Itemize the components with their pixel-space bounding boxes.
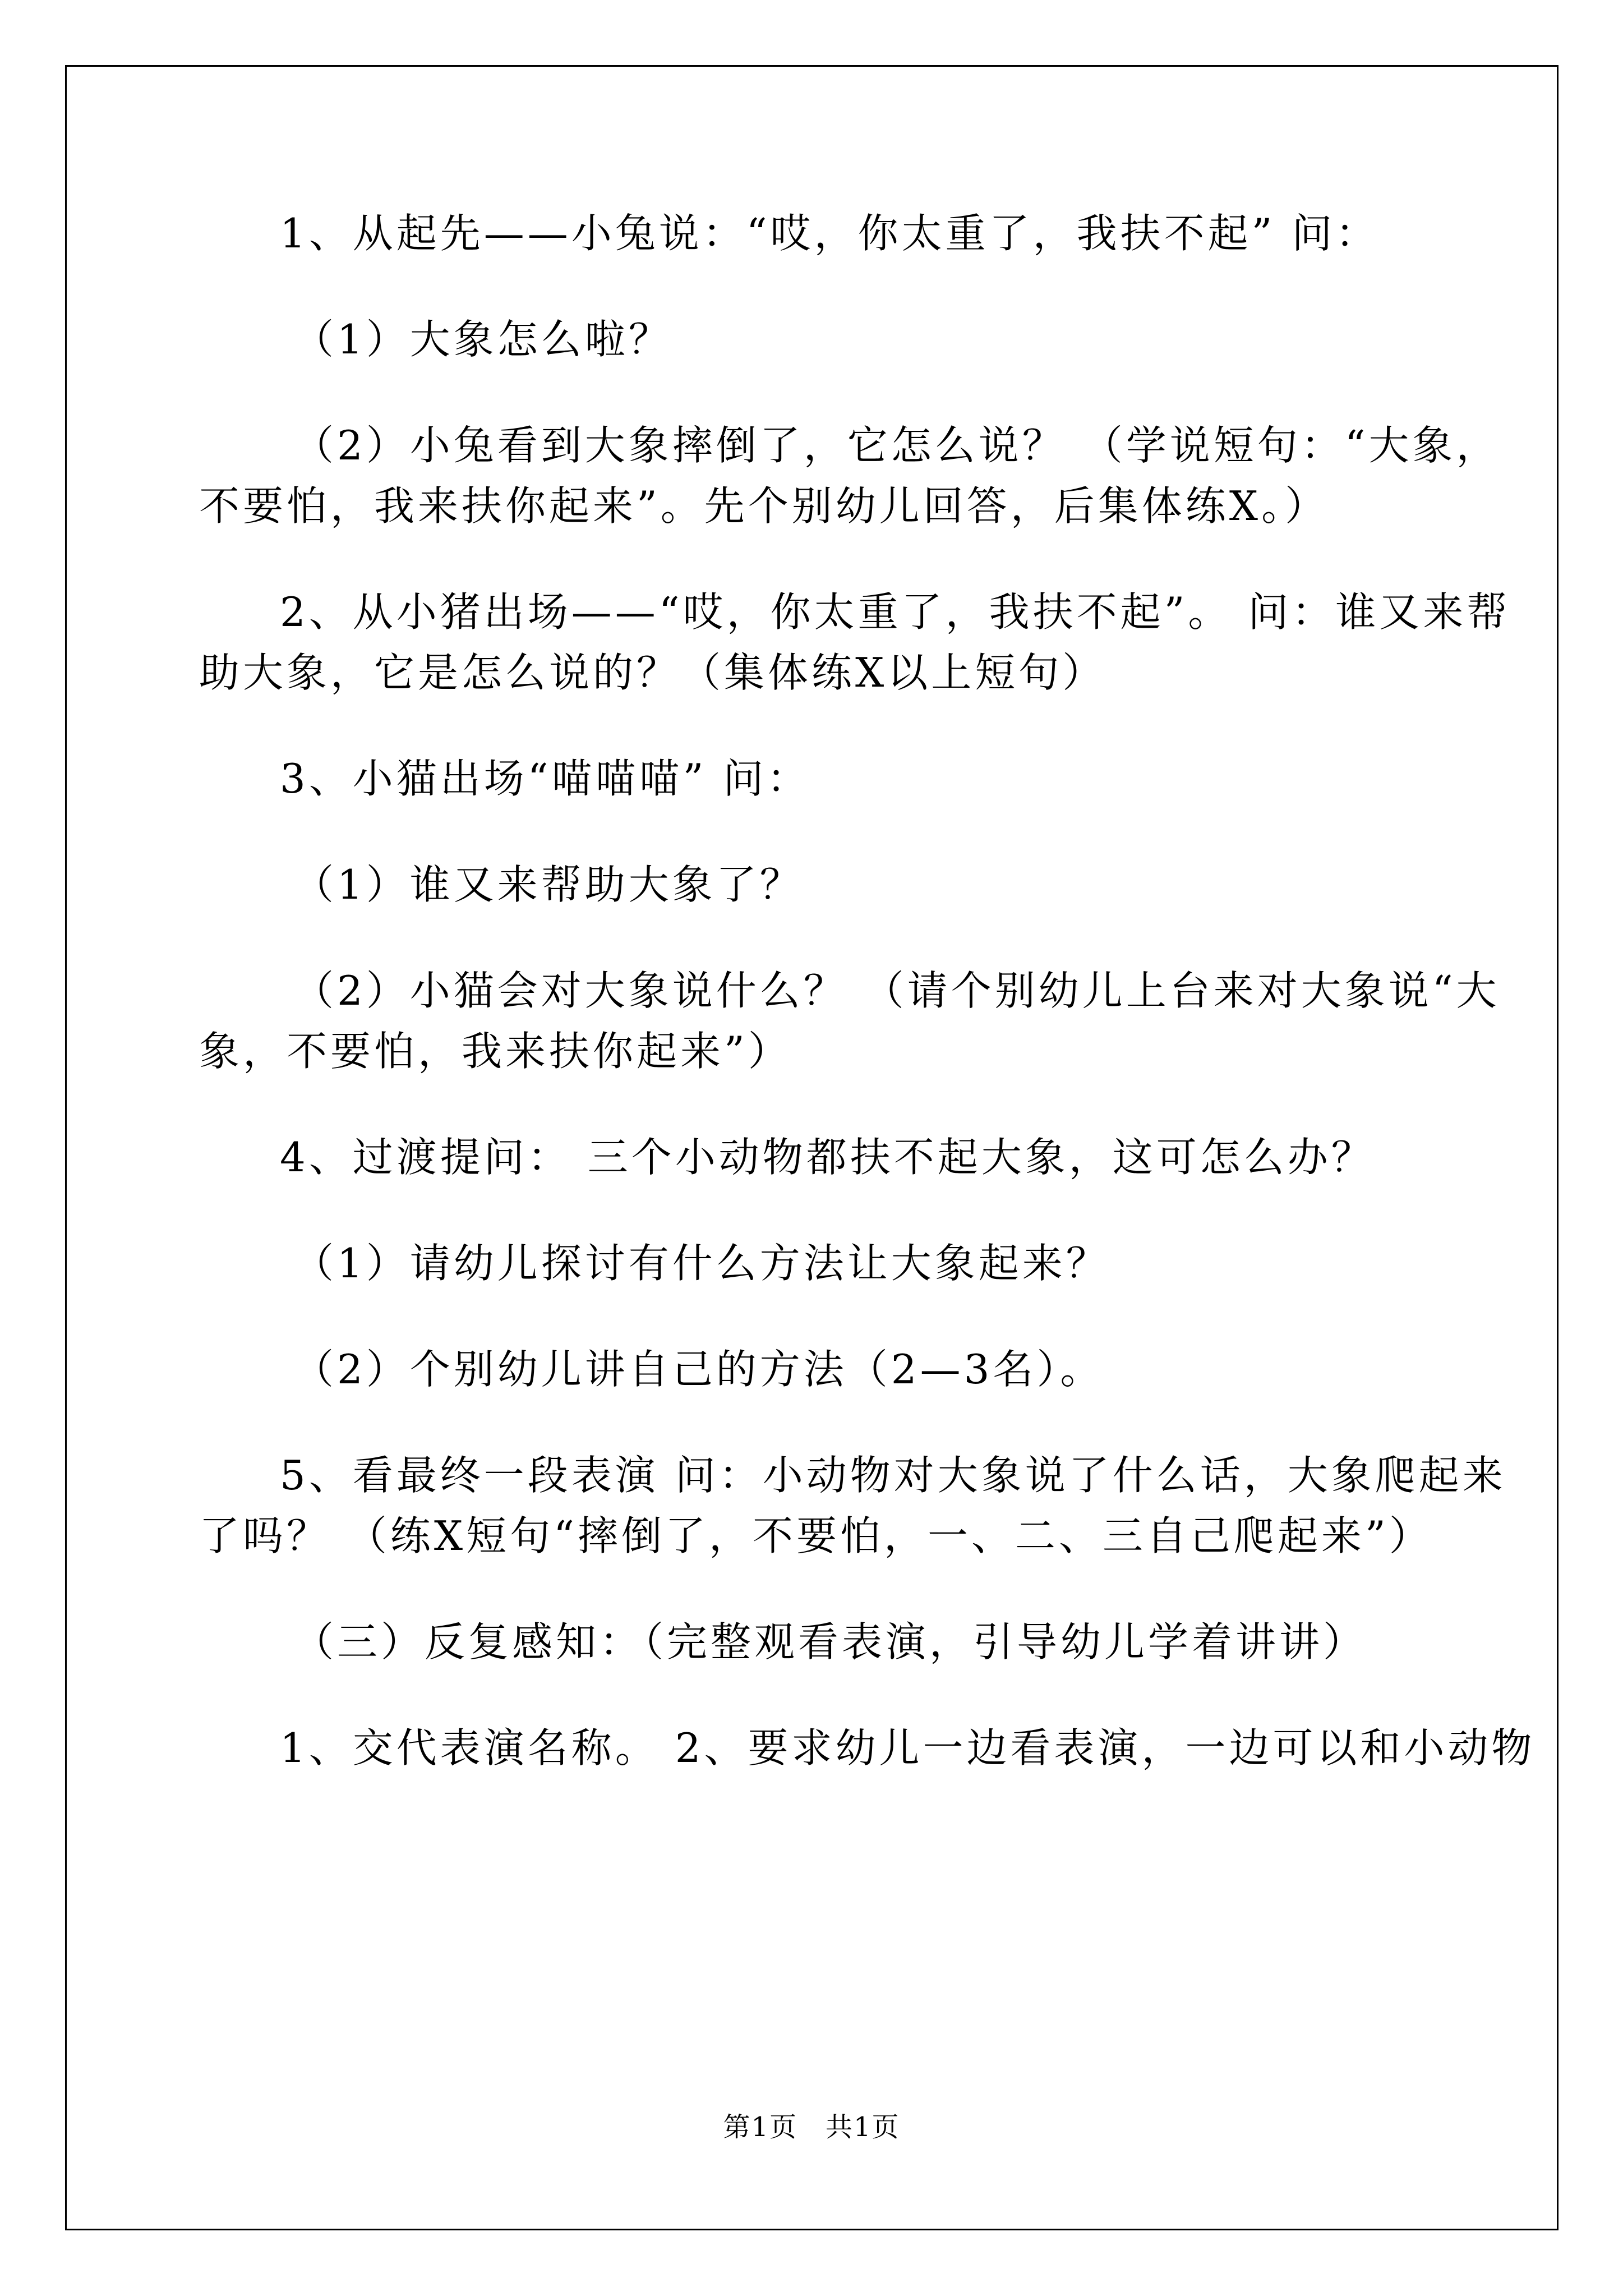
paragraph-11-continued: 了吗？ （练X短句“摔倒了，不要怕，一、二、三自己爬起来”）: [199, 1512, 1433, 1559]
paragraph-2: （1）大象怎么啦？: [293, 316, 672, 363]
paragraph-7-continued: 象，不要怕，我来扶你起来”）: [199, 1028, 792, 1075]
paragraph-8: 4、过渡提问： 三个小动物都扶不起大象，这可怎么办？: [280, 1134, 1375, 1181]
paragraph-1: 1、从起先——小兔说：“哎，你太重了，我扶不起” 问：: [280, 210, 1380, 257]
paragraph-5: 3、小猫出场“喵喵喵” 问：: [280, 755, 811, 802]
paragraph-9: （1）请幼儿探讨有什么方法让大象起来？: [293, 1240, 1110, 1287]
paragraph-11: 5、看最终一段表演 问：小动物对大象说了什么话，大象爬起来: [280, 1452, 1506, 1499]
document-body: [199, 203, 1536, 1824]
paragraph-3: （2）小兔看到大象摔倒了，它怎么说？ （学说短句：“大象，: [293, 422, 1500, 469]
paragraph-7: （2）小猫会对大象说什么？ （请个别幼儿上台来对大象说“大: [293, 967, 1500, 1014]
paragraph-4-continued: 助大象，它是怎么说的？（集体练X以上短句）: [199, 649, 1106, 696]
paragraph-6: （1）谁又来帮助大象了？: [293, 861, 804, 908]
paragraph-3-continued: 不要怕，我来扶你起来”。先个别幼儿回答，后集体练X。）: [199, 482, 1329, 530]
paragraph-12: （三）反复感知：（完整观看表演，引导幼儿学着讲讲）: [293, 1618, 1367, 1665]
paragraph-10: （2）个别幼儿讲自己的方法（2—3名）。: [293, 1346, 1104, 1393]
paragraph-4: 2、从小猪出场——“哎，你太重了，我扶不起”。 问：谁又来帮: [280, 588, 1511, 636]
paragraph-13: 1、交代表演名称。 2、要求幼儿一边看表演，一边可以和小动物: [280, 1724, 1536, 1772]
page-number-footer: 第1页 共1页: [723, 2111, 900, 2143]
